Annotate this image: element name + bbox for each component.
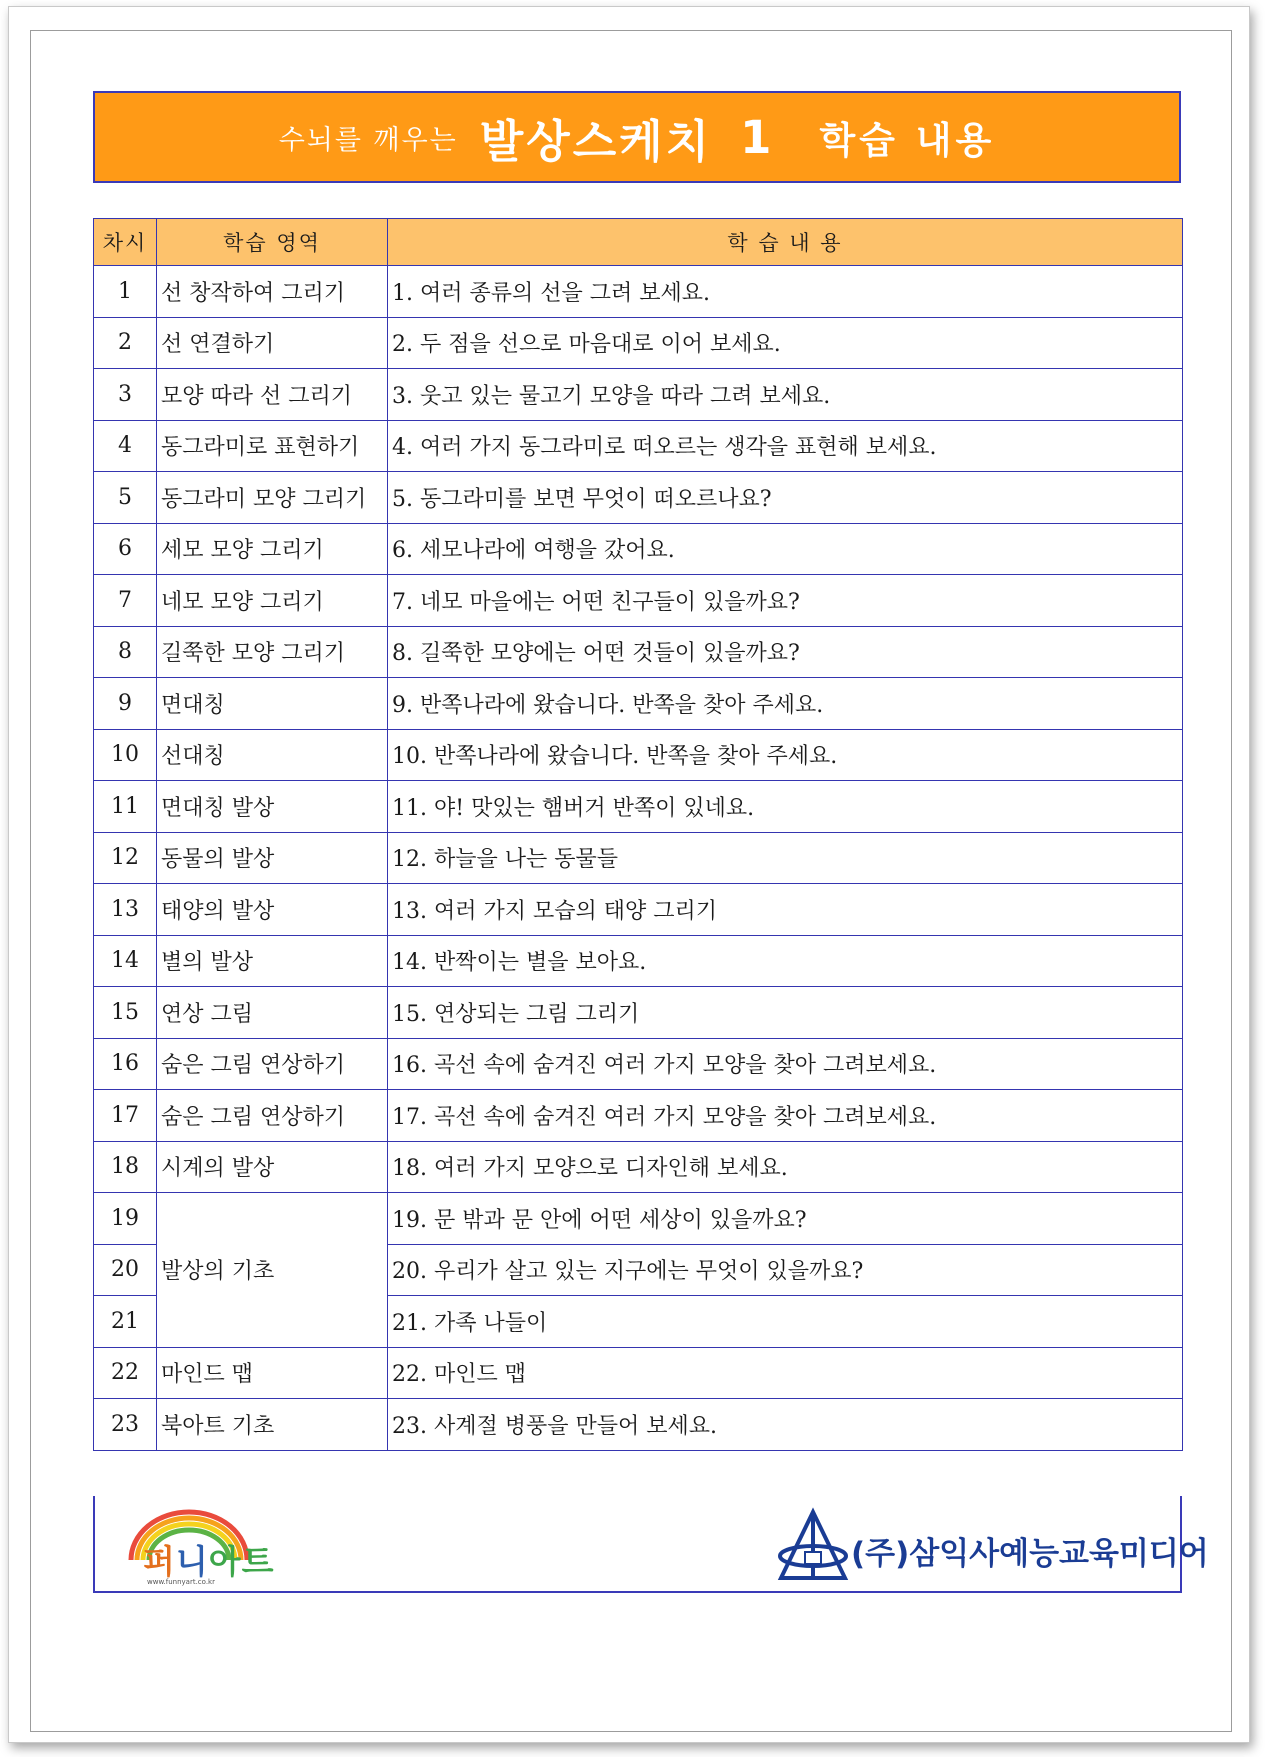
table-row [94,935,1183,987]
learning-content-cell: 13. 여러 가지 모습의 태양 그리기 [388,884,1183,936]
session-number-cell: 6 [94,523,157,575]
session-number-cell: 22 [94,1347,157,1399]
learning-area-cell: 모양 따라 선 그리기 [157,369,388,421]
learning-area-cell: 마인드 맵 [157,1347,388,1399]
learning-content-cell: 2. 두 점을 선으로 마음대로 이어 보세요. [388,317,1183,369]
learning-area-cell: 발상의 기초 [157,1193,388,1348]
session-number-cell: 5 [94,472,157,524]
learning-content-cell: 10. 반쪽나라에 왔습니다. 반쪽을 찾아 주세요. [388,729,1183,781]
learning-content-cell: 22. 마인드 맵 [388,1347,1183,1399]
table-row [94,1038,1183,1090]
footer [93,1496,1209,1593]
learning-content-cell: 1. 여러 종류의 선을 그려 보세요. [388,266,1183,318]
table-body [94,266,1183,1451]
learning-area-cell: 면대칭 [157,678,388,730]
learning-area-cell: 숨은 그림 연상하기 [157,1090,388,1142]
session-number-cell: 7 [94,575,157,627]
session-number-cell: 2 [94,317,157,369]
table-row [94,626,1183,678]
session-number-cell: 11 [94,781,157,833]
session-number-cell: 8 [94,626,157,678]
learning-content-cell: 15. 연상되는 그림 그리기 [388,987,1183,1039]
table-row [94,781,1183,833]
learning-content-cell: 19. 문 밖과 문 안에 어떤 세상이 있을까요? [388,1193,1183,1245]
table-row [94,1141,1183,1193]
learning-area-cell: 숨은 그림 연상하기 [157,1038,388,1090]
table-row [94,317,1183,369]
table-row [94,472,1183,524]
samik-emblem-icon [775,1506,851,1586]
table-row [94,884,1183,936]
session-number-cell: 3 [94,369,157,421]
learning-content-cell: 5. 동그라미를 보면 무엇이 떠오르나요? [388,472,1183,524]
session-number-cell: 14 [94,935,157,987]
learning-content-cell: 4. 여러 가지 동그라미로 떠오르는 생각을 표현해 보세요. [388,420,1183,472]
learning-area-cell: 연상 그림 [157,987,388,1039]
learning-content-cell: 12. 하늘을 나는 동물들 [388,832,1183,884]
session-number-cell: 12 [94,832,157,884]
learning-content-cell: 21. 가족 나들이 [388,1296,1183,1348]
samik-logo-text: (주)삼익사예능교육미디어 [851,1536,1209,1572]
session-number-cell: 16 [94,1038,157,1090]
header-area: 학습 영역 [157,219,388,266]
table-row [94,1193,1183,1245]
learning-content-cell: 16. 곡선 속에 숨겨진 여러 가지 모양을 찾아 그려보세요. [388,1038,1183,1090]
learning-area-cell: 길쭉한 모양 그리기 [157,626,388,678]
table-row [94,369,1183,421]
session-number-cell: 23 [94,1399,157,1451]
title-banner [93,91,1181,183]
table-row [94,987,1183,1039]
session-number-cell: 1 [94,266,157,318]
table-row [94,575,1183,627]
learning-area-cell: 선 창작하여 그리기 [157,266,388,318]
learning-area-cell: 동그라미 모양 그리기 [157,472,388,524]
title-number: 1 [740,110,772,164]
session-number-cell: 20 [94,1244,157,1296]
table-row [94,729,1183,781]
session-number-cell: 10 [94,729,157,781]
learning-content-cell: 7. 네모 마을에는 어떤 친구들이 있을까요? [388,575,1183,627]
curriculum-table [93,218,1183,1451]
title-suffix: 학습 내용 [819,119,996,162]
table-row [94,678,1183,730]
table-row [94,1399,1183,1451]
learning-area-cell: 네모 모양 그리기 [157,575,388,627]
funnyart-url: www.funnyart.co.kr [147,1578,215,1586]
learning-area-cell: 세모 모양 그리기 [157,523,388,575]
title-main: 발상스케치 [479,114,713,168]
title-prefix: 수뇌를 깨우는 [278,124,458,156]
learning-area-cell: 태양의 발상 [157,884,388,936]
learning-content-cell: 11. 야! 맛있는 햄버거 반쪽이 있네요. [388,781,1183,833]
table-row [94,266,1183,318]
learning-content-cell: 23. 사계절 병풍을 만들어 보세요. [388,1399,1183,1451]
learning-content-cell: 17. 곡선 속에 숨겨진 여러 가지 모양을 찾아 그려보세요. [388,1090,1183,1142]
learning-area-cell: 북아트 기초 [157,1399,388,1451]
learning-content-cell: 3. 웃고 있는 물고기 모양을 따라 그려 보세요. [388,369,1183,421]
learning-content-cell: 20. 우리가 살고 있는 지구에는 무엇이 있을까요? [388,1244,1183,1296]
learning-content-cell: 6. 세모나라에 여행을 갔어요. [388,523,1183,575]
learning-area-cell: 면대칭 발상 [157,781,388,833]
session-number-cell: 4 [94,420,157,472]
learning-area-cell: 선 연결하기 [157,317,388,369]
table-row [94,832,1183,884]
learning-area-cell: 별의 발상 [157,935,388,987]
learning-area-cell: 시계의 발상 [157,1141,388,1193]
funnyart-logo [113,1502,293,1588]
session-number-cell: 9 [94,678,157,730]
table-row [94,1090,1183,1142]
session-number-cell: 19 [94,1193,157,1245]
session-number-cell: 17 [94,1090,157,1142]
learning-area-cell: 선대칭 [157,729,388,781]
learning-area-cell: 동그라미로 표현하기 [157,420,388,472]
table-row [94,1347,1183,1399]
session-number-cell: 18 [94,1141,157,1193]
funnyart-logo-text: 퍼니아트 [143,1542,275,1581]
learning-content-cell: 14. 반짝이는 별을 보아요. [388,935,1183,987]
header-content: 학 습 내 용 [388,219,1183,266]
learning-content-cell: 9. 반쪽나라에 왔습니다. 반쪽을 찾아 주세요. [388,678,1183,730]
table-header-row [94,219,1183,266]
table-row [94,523,1183,575]
header-session: 차시 [94,219,157,266]
session-number-cell: 13 [94,884,157,936]
learning-area-cell: 동물의 발상 [157,832,388,884]
table-row [94,420,1183,472]
samik-logo [775,1506,1209,1586]
session-number-cell: 21 [94,1296,157,1348]
learning-content-cell: 18. 여러 가지 모양으로 디자인해 보세요. [388,1141,1183,1193]
session-number-cell: 15 [94,987,157,1039]
learning-content-cell: 8. 길쭉한 모양에는 어떤 것들이 있을까요? [388,626,1183,678]
